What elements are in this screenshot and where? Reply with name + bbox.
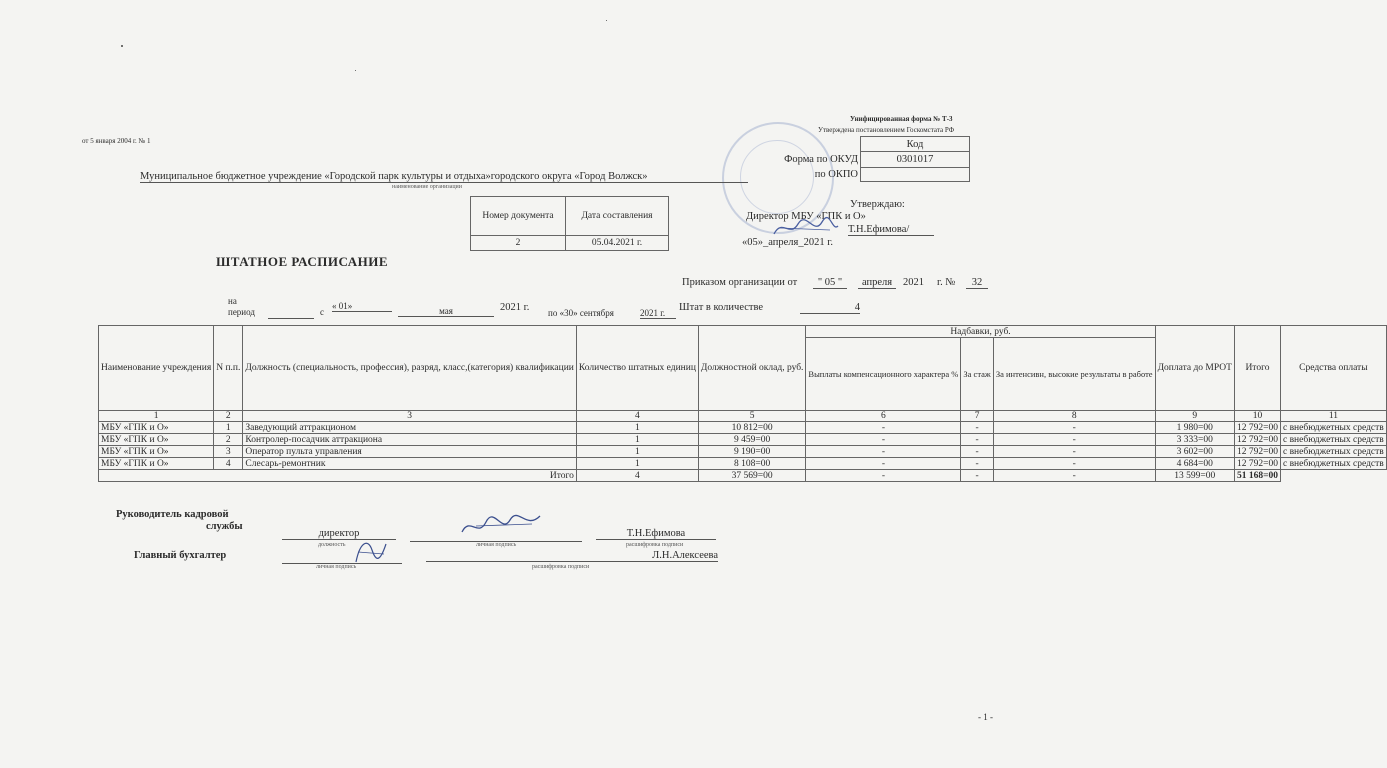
header-funds: Средства оплаты (1280, 326, 1386, 411)
totals-count: 4 (576, 470, 698, 482)
order-number: 32 (966, 277, 988, 289)
cell-mrot: 4 684=00 (1155, 458, 1234, 470)
cell-stazh: - (961, 434, 993, 446)
column-number: 10 (1234, 411, 1280, 422)
column-number: 5 (698, 411, 806, 422)
code-header: Код (861, 137, 970, 152)
cell-intensity: - (993, 434, 1155, 446)
okpo-value (861, 168, 970, 182)
cell-count: 1 (576, 458, 698, 470)
cell-stazh: - (961, 458, 993, 470)
cell-org: МБУ «ГПК и О» (99, 446, 214, 458)
staff-label: Штат в количестве (679, 302, 764, 313)
table-row (99, 446, 1387, 458)
cell-position: Слесарь-ремонтник (243, 458, 577, 470)
order-number-label: г. № (937, 277, 956, 288)
cell-funds: с внебюджетных средств (1280, 434, 1386, 446)
cell-stazh: - (961, 422, 993, 434)
cell-comp: - (806, 446, 961, 458)
cell-org: МБУ «ГПК и О» (99, 458, 214, 470)
cell-salary: 9 190=00 (698, 446, 806, 458)
document-info-table (470, 196, 669, 251)
cell-comp: - (806, 434, 961, 446)
approval-date: «05»_апреля_2021 г. (742, 237, 833, 248)
period-from-prefix: с (320, 307, 324, 317)
header-salary: Должностной оклад, руб. (698, 326, 806, 411)
caption-decode: расшифровка подписи (626, 542, 684, 548)
header-np: N п.п. (214, 326, 243, 411)
doc-date: 05.04.2021 г. (566, 236, 669, 251)
document-title: ШТАТНОЕ РАСПИСАНИЕ (216, 254, 389, 269)
period-label: период (228, 307, 255, 317)
hr-head-label-line1: Руководитель кадровой (116, 509, 229, 520)
header-mrot: Доплата до МРОТ (1155, 326, 1234, 411)
cell-total: 12 792=00 (1234, 434, 1280, 446)
header-comp: Выплаты компенсационного характера % (806, 338, 961, 411)
period-na: на (228, 296, 237, 306)
cell-count: 1 (576, 446, 698, 458)
doc-number-header: Номер документа (471, 197, 566, 236)
accountant-label: Главный бухгалтер (134, 550, 227, 561)
column-number: 2 (214, 411, 243, 422)
cell-position: Контролер-посадчик аттракциона (243, 434, 577, 446)
header-count: Количество штатных единиц (576, 326, 698, 411)
column-number: 8 (993, 411, 1155, 422)
period-to: по «30» сентября (548, 308, 614, 318)
page-number: - 1 - (978, 712, 993, 722)
cell-total: 12 792=00 (1234, 446, 1280, 458)
cell-position: Заведующий аттракционом (243, 422, 577, 434)
date-reference: от 5 января 2004 г. № 1 (82, 137, 151, 145)
hr-head-label-line2: службы (206, 521, 243, 532)
totals-salary: 37 569=00 (698, 470, 806, 482)
caption-signature-2: личная подпись (316, 564, 357, 570)
period-blank-line (268, 317, 314, 319)
cell-mrot: 3 333=00 (1155, 434, 1234, 446)
cell-org: МБУ «ГПК и О» (99, 434, 214, 446)
codes-table (766, 136, 970, 182)
doc-number: 2 (471, 236, 566, 251)
order-prefix: Приказом организации от (682, 277, 798, 288)
cell-org: МБУ «ГПК и О» (99, 422, 214, 434)
column-number: 6 (806, 411, 961, 422)
cell-n: 3 (214, 446, 243, 458)
cell-funds: с внебюджетных средств (1280, 458, 1386, 470)
period-from-day: « 01» (332, 301, 392, 312)
header-org: Наименование учреждения (99, 326, 214, 411)
okud-value: 0301017 (861, 152, 970, 168)
director-signature (770, 214, 840, 242)
scan-speck (355, 70, 356, 71)
okpo-label: по ОКПО (814, 169, 858, 180)
header-position: Должность (специальность, профессия), разряд, класс,(категория) квалификации (243, 326, 577, 411)
cell-comp: - (806, 422, 961, 434)
approval-name: Т.Н.Ефимова/ (848, 224, 934, 236)
cell-salary: 9 459=00 (698, 434, 806, 446)
cell-funds: с внебюджетных средств (1280, 422, 1386, 434)
organization-caption: наименование организации (392, 184, 462, 190)
totals-comp: - (806, 470, 961, 482)
table-row (99, 422, 1387, 434)
caption-position: должность (318, 542, 346, 548)
totals-label: Итого (99, 470, 577, 482)
totals-row (99, 470, 1387, 482)
cell-position: Оператор пульта управления (243, 446, 577, 458)
order-year: 2021 (903, 277, 924, 288)
approval-label: Утверждаю: (850, 199, 905, 210)
staffing-table (98, 325, 1387, 482)
table-row (99, 458, 1387, 470)
cell-stazh: - (961, 446, 993, 458)
approval-director: Директор МБУ «ГПК и О» (746, 211, 866, 222)
accountant-name: Л.Н.Алексеева (426, 550, 718, 562)
form-title: Унифицированная форма № Т-3 (850, 115, 953, 123)
organization-name: Муниципальное бюджетное учреждение «Городской парк культуры и отдыха»городского округа «Город Волжск» (140, 171, 748, 183)
cell-salary: 10 812=00 (698, 422, 806, 434)
header-intensity: За интенсивн, высокие результаты в работе (993, 338, 1155, 411)
totals-stazh: - (961, 470, 993, 482)
period-from-month: мая (398, 306, 494, 317)
scan-speck (606, 20, 607, 21)
cell-total: 12 792=00 (1234, 458, 1280, 470)
cell-total: 12 792=00 (1234, 422, 1280, 434)
hr-position: директор (282, 528, 396, 540)
cell-intensity: - (993, 458, 1155, 470)
column-number: 4 (576, 411, 698, 422)
cell-n: 1 (214, 422, 243, 434)
okud-label: Форма по ОКУД (784, 154, 858, 165)
totals-total: 51 168=00 (1234, 470, 1280, 482)
header-total: Итого (1234, 326, 1280, 411)
column-numbers-row (99, 411, 1387, 422)
caption-decode-2: расшифровка подписи (532, 564, 590, 570)
cell-count: 1 (576, 434, 698, 446)
order-month: апреля (858, 277, 896, 289)
cell-comp: - (806, 458, 961, 470)
cell-salary: 8 108=00 (698, 458, 806, 470)
header-stazh: За стаж (961, 338, 993, 411)
doc-date-header: Дата составления (566, 197, 669, 236)
scan-speck (121, 45, 123, 47)
cell-intensity: - (993, 422, 1155, 434)
totals-intensity: - (993, 470, 1155, 482)
cell-n: 4 (214, 458, 243, 470)
order-day: " 05 " (813, 277, 847, 289)
hr-head-signature (456, 510, 546, 540)
accountant-signature (350, 534, 390, 568)
staff-count: 4 (800, 302, 860, 314)
column-number: 9 (1155, 411, 1234, 422)
period-to-year: 2021 г. (640, 308, 676, 319)
column-number: 1 (99, 411, 214, 422)
cell-intensity: - (993, 446, 1155, 458)
form-approved: Утверждена постановлением Госкомстата РФ (818, 126, 955, 134)
cell-funds: с внебюджетных средств (1280, 446, 1386, 458)
column-number: 3 (243, 411, 577, 422)
column-number: 7 (961, 411, 993, 422)
period-from-year: 2021 г. (500, 302, 530, 313)
table-row (99, 434, 1387, 446)
cell-mrot: 3 602=00 (1155, 446, 1234, 458)
cell-n: 2 (214, 434, 243, 446)
header-allowances: Надбавки, руб. (806, 326, 1155, 338)
totals-mrot: 13 599=00 (1155, 470, 1234, 482)
caption-signature: личная подпись (476, 542, 517, 548)
hr-name: Т.Н.Ефимова (596, 528, 716, 540)
cell-count: 1 (576, 422, 698, 434)
column-number: 11 (1280, 411, 1386, 422)
cell-mrot: 1 980=00 (1155, 422, 1234, 434)
